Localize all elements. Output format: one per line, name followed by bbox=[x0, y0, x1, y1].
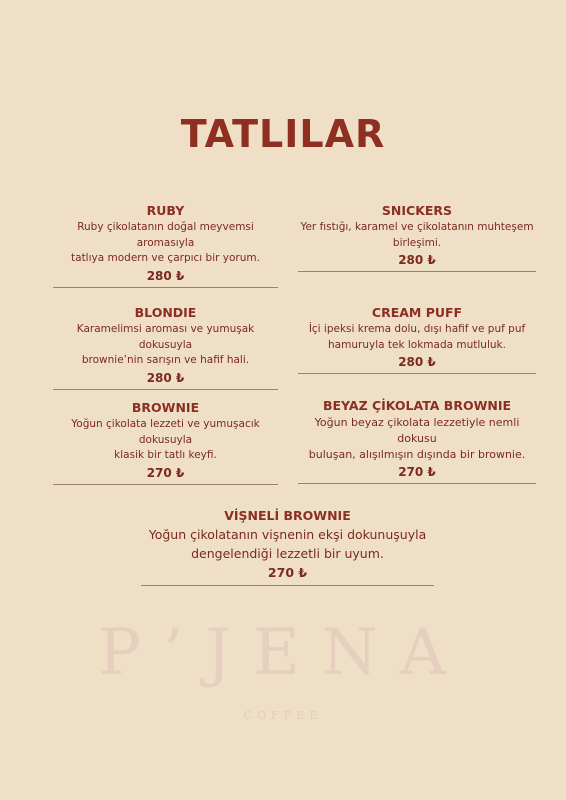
item-price: 270 ₺ bbox=[398, 465, 436, 479]
item-price: 280 ₺ bbox=[146, 370, 185, 385]
divider bbox=[141, 585, 434, 586]
divider bbox=[53, 287, 278, 288]
item-name: BLONDIE bbox=[134, 305, 197, 320]
brand-logo-watermark: P’JENA bbox=[98, 616, 468, 690]
item-name: CREAM PUFF bbox=[371, 305, 463, 320]
menu-item-ruby bbox=[53, 203, 278, 288]
item-desc: Ruby çikolatanın doğal meyvemsi aromasıyla tatlıya modern ve çarpıcı bir yorum. bbox=[71, 221, 260, 264]
item-desc: Karamelimsi aroması ve yumuşak dokusuyla brownie’nin sarışın ve hafif hali. bbox=[76, 323, 255, 366]
item-price: 270 ₺ bbox=[267, 565, 308, 580]
item-desc: Yoğun beyaz çikolata lezzetiyle nemli dokusu buluşan, alışılmışın dışında bir brownie. bbox=[308, 416, 526, 461]
divider bbox=[298, 271, 536, 272]
item-name: VİŞNELİ BROWNIE bbox=[224, 508, 351, 523]
item-name: BROWNIE bbox=[131, 400, 200, 415]
divider bbox=[53, 484, 278, 485]
menu-item-cream-puff bbox=[298, 305, 536, 374]
item-desc: İçi ipeksi krema dolu, dışı hafif ve puf puf hamuruyla tek lokmada mutluluk. bbox=[308, 323, 526, 351]
item-name: RUBY bbox=[146, 203, 185, 218]
item-name: BEYAZ ÇİKOLATA BROWNIE bbox=[322, 398, 512, 413]
page-title: TATLILAR bbox=[180, 112, 386, 156]
item-desc: Yoğun çikolata lezzeti ve yumuşacık dokusuyla klasik bir tatlı keyfi. bbox=[71, 418, 260, 461]
menu-item-visneli-brownie bbox=[141, 508, 434, 586]
menu-item-beyaz-cikolata-brownie bbox=[298, 398, 536, 484]
item-price: 280 ₺ bbox=[146, 268, 185, 283]
menu-item-snickers bbox=[298, 203, 536, 272]
item-price: 280 ₺ bbox=[398, 253, 436, 267]
divider bbox=[53, 389, 278, 390]
item-price: 280 ₺ bbox=[398, 355, 436, 369]
brand-logo-subtitle: COFFEE bbox=[243, 709, 323, 722]
divider bbox=[298, 373, 536, 374]
item-desc: Yer fıstığı, karamel ve çikolatanın muhteşem birleşimi. bbox=[300, 221, 534, 249]
menu-item-blondie bbox=[53, 305, 278, 390]
menu-item-brownie bbox=[53, 400, 278, 485]
divider bbox=[298, 483, 536, 484]
item-name: SNICKERS bbox=[381, 203, 453, 218]
item-desc: Yoğun çikolatanın vişnenin ekşi dokunuşuyla dengelendiği lezzetli bir uyum. bbox=[148, 527, 427, 561]
item-price: 270 ₺ bbox=[146, 465, 185, 480]
